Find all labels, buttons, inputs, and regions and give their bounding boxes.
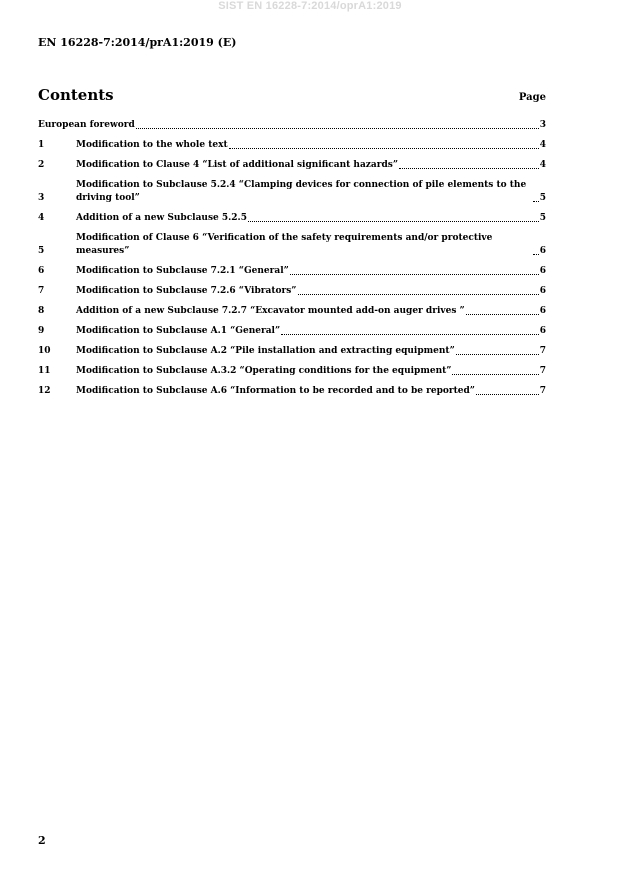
toc-entry-body bbox=[76, 345, 546, 358]
toc-entry-body bbox=[76, 159, 546, 172]
toc-entry-text: Modification to Subclause 7.2.6 “Vibrators” bbox=[76, 286, 297, 296]
toc-entry-number: 11 bbox=[38, 366, 51, 376]
toc-entry-page: 5 bbox=[539, 193, 546, 203]
toc-leader-dots bbox=[229, 148, 539, 149]
toc-leader-dots bbox=[476, 394, 539, 395]
toc-entry-list bbox=[38, 139, 546, 398]
toc-entry-text: Modification of Clause 6 “Verification of the safety requirements and/or protective measures” bbox=[76, 233, 493, 256]
toc-entry-number: 2 bbox=[38, 160, 45, 170]
toc-entry-number: 3 bbox=[38, 193, 45, 203]
toc-entry-text: Modification to Clause 4 “List of additional significant hazards” bbox=[76, 160, 399, 170]
toc-entry-text: Modification to Subclause 7.2.1 “General” bbox=[76, 266, 289, 276]
toc-entry-page: 6 bbox=[539, 286, 546, 296]
toc-entry-number: 12 bbox=[38, 386, 51, 396]
toc-entry-text: Modification to Subclause A.2 “Pile installation and extracting equipment” bbox=[76, 346, 455, 356]
toc-entry[interactable] bbox=[38, 159, 546, 172]
toc-entry-text: Modification to Subclause A.1 “General” bbox=[76, 326, 281, 336]
toc-entry-number: 6 bbox=[38, 266, 45, 276]
page-number: 2 bbox=[38, 834, 46, 847]
toc-entry-page: 4 bbox=[539, 160, 546, 170]
toc-entry[interactable] bbox=[38, 345, 546, 358]
toc-entry-page: 6 bbox=[539, 246, 546, 256]
toc-entry-text: European foreword bbox=[38, 120, 135, 130]
toc-entry-text: Modification to Subclause A.3.2 “Operating conditions for the equipment” bbox=[76, 366, 452, 376]
toc-entry[interactable] bbox=[38, 179, 546, 205]
toc-entry-number: 4 bbox=[38, 213, 45, 223]
toc-entry-body bbox=[76, 179, 546, 205]
toc-entry[interactable] bbox=[38, 285, 546, 298]
toc-entry-page: 5 bbox=[539, 213, 546, 223]
toc-entry-body bbox=[76, 325, 546, 338]
toc-entry-page: 4 bbox=[539, 140, 546, 150]
toc-entry-page: 7 bbox=[539, 366, 546, 376]
toc-entry-number: 5 bbox=[38, 246, 45, 256]
toc-leader-dots bbox=[248, 221, 539, 222]
toc-entry-body bbox=[38, 119, 546, 132]
toc-entry-text: Addition of a new Subclause 7.2.7 “Excavator mounted add-on auger drives ” bbox=[76, 306, 465, 316]
toc-leader-dots bbox=[290, 274, 539, 275]
toc-leader-dots bbox=[452, 374, 538, 375]
toc-entry-page: 7 bbox=[539, 386, 546, 396]
contents-heading-row bbox=[38, 86, 546, 104]
toc-leader-dots bbox=[298, 294, 539, 295]
toc-entry-text: Modification to Subclause A.6 “Information to be recorded and to be reported” bbox=[76, 386, 475, 396]
toc-entry[interactable] bbox=[38, 305, 546, 318]
document-identifier: EN 16228-7:2014/prA1:2019 (E) bbox=[38, 36, 237, 49]
toc-entry-page: 3 bbox=[539, 120, 546, 130]
toc-entry-text: Addition of a new Subclause 5.2.5 bbox=[76, 213, 247, 223]
toc-entry-foreword[interactable] bbox=[38, 119, 546, 132]
table-of-contents bbox=[38, 119, 546, 405]
toc-entry-number: 1 bbox=[38, 140, 45, 150]
toc-entry-body bbox=[76, 265, 546, 278]
toc-leader-dots bbox=[281, 334, 539, 335]
toc-entry-body bbox=[76, 232, 546, 258]
toc-entry-body bbox=[76, 212, 546, 225]
toc-entry-body bbox=[76, 365, 546, 378]
toc-entry[interactable] bbox=[38, 265, 546, 278]
toc-entry-body bbox=[76, 139, 546, 152]
toc-entry-body bbox=[76, 385, 546, 398]
toc-leader-dots bbox=[456, 354, 539, 355]
toc-entry-page: 6 bbox=[539, 326, 546, 336]
toc-entry[interactable] bbox=[38, 365, 546, 378]
toc-entry[interactable] bbox=[38, 139, 546, 152]
toc-entry-text: Modification to Subclause 5.2.4 “Clamping devices for connection of pile elements to the driving tool” bbox=[76, 180, 527, 203]
toc-entry-page: 6 bbox=[539, 266, 546, 276]
toc-entry-text: Modification to the whole text bbox=[76, 140, 228, 150]
toc-entry-body bbox=[76, 305, 546, 318]
toc-entry-number: 9 bbox=[38, 326, 45, 336]
toc-entry-page: 6 bbox=[539, 306, 546, 316]
toc-leader-dots bbox=[136, 128, 539, 129]
toc-entry[interactable] bbox=[38, 385, 546, 398]
toc-entry-page: 7 bbox=[539, 346, 546, 356]
toc-entry-number: 7 bbox=[38, 286, 45, 296]
toc-entry-body bbox=[76, 285, 546, 298]
toc-entry[interactable] bbox=[38, 212, 546, 225]
toc-leader-dots bbox=[399, 168, 539, 169]
toc-entry[interactable] bbox=[38, 232, 546, 258]
toc-leader-dots bbox=[466, 314, 539, 315]
toc-entry[interactable] bbox=[38, 325, 546, 338]
contents-title: Contents bbox=[38, 86, 114, 104]
toc-entry-number: 8 bbox=[38, 306, 45, 316]
watermark: SIST EN 16228-7:2014/oprA1:2019 bbox=[218, 0, 402, 12]
toc-entry-number: 10 bbox=[38, 346, 51, 356]
page-column-label: Page bbox=[518, 92, 546, 103]
